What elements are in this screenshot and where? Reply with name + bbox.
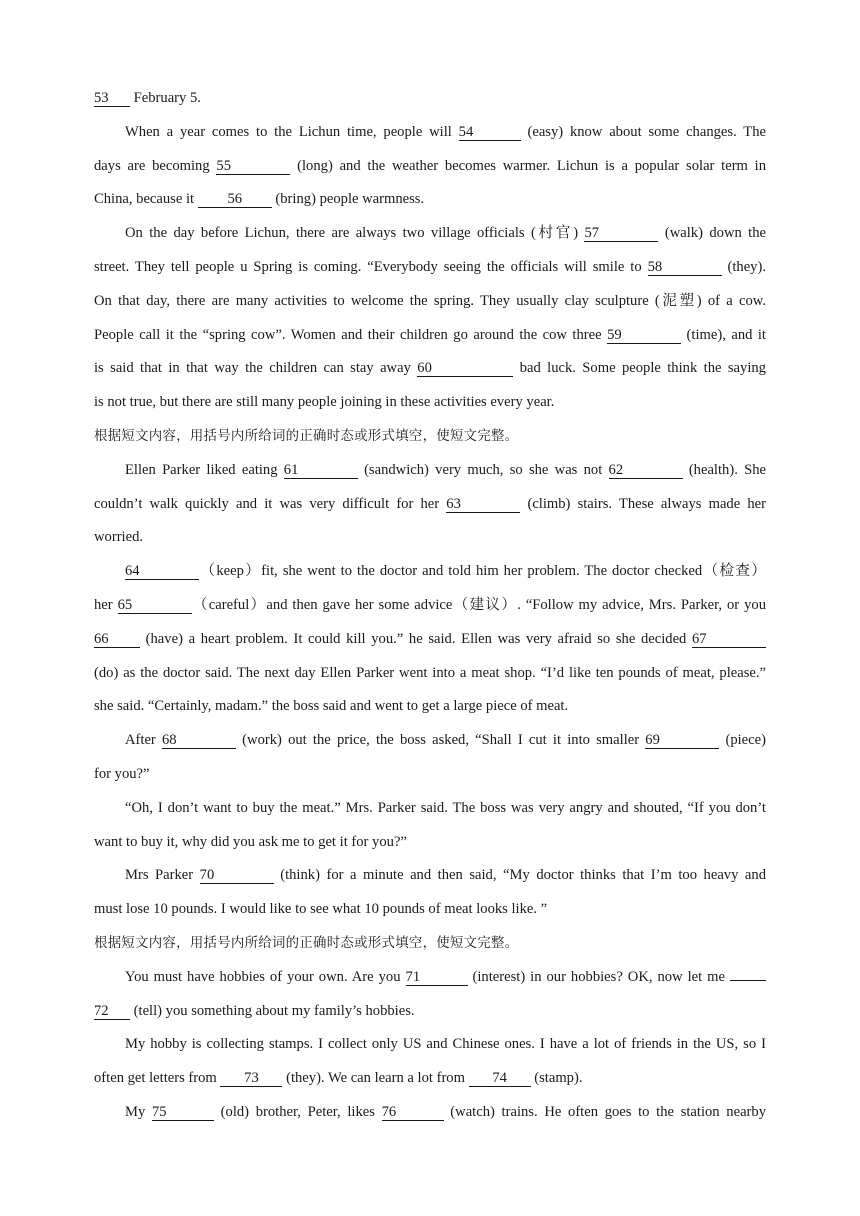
answer-blank[interactable]: 63 — [446, 496, 520, 513]
answer-blank[interactable]: 72 — [94, 1003, 130, 1020]
text-line — [94, 521, 766, 555]
answer-blank[interactable]: 76 — [382, 1104, 444, 1121]
text-line — [94, 690, 766, 724]
text-line — [94, 285, 766, 319]
text-run: street. They tell people u Spring is coming. “Everybody seeing the officials will smile to — [94, 258, 648, 275]
text-run: （keep）fit, she went to the doctor and told him her problem. The doctor checked（检查） — [199, 563, 766, 580]
instruction-line — [94, 420, 766, 454]
answer-blank[interactable]: 62 — [609, 462, 683, 479]
answer-blank[interactable]: 71 — [406, 969, 468, 986]
text-line — [94, 82, 766, 116]
text-run: is not true, but there are still many people joining in these activities every year. — [94, 394, 555, 411]
answer-blank[interactable]: 67 — [692, 631, 766, 648]
text-line — [94, 826, 766, 860]
text-run: （careful）and then gave her some advice（建议）. “Follow my advice, Mrs. Parker, or you — [191, 596, 766, 613]
text-line — [94, 859, 766, 893]
text-line — [94, 217, 766, 251]
text-run: You must have hobbies of your own. Are you — [125, 968, 406, 985]
text-run: China, because it — [94, 191, 198, 208]
text-line — [94, 589, 766, 623]
text-run: My hobby is collecting stamps. I collect only US and Chinese ones. I have a lot of friends in the US, so I — [125, 1036, 766, 1053]
text-run: After — [125, 732, 162, 749]
text-line — [94, 1062, 766, 1096]
text-line — [94, 488, 766, 522]
answer-blank[interactable]: 74 — [469, 1070, 531, 1087]
text-run: is said that in that way the children can stay away — [94, 360, 418, 377]
text-line — [94, 792, 766, 826]
text-line — [94, 758, 766, 792]
text-run: On that day, there are many activities to welcome the spring. They usually clay sculpture (泥塑) of a cow. — [94, 292, 767, 309]
text-run: (sandwich) very much, so she was not — [357, 461, 609, 478]
text-line — [94, 893, 766, 927]
text-run: Ellen Parker liked eating — [125, 461, 284, 478]
answer-blank[interactable]: 58 — [648, 259, 722, 276]
text-run: often get letters from — [94, 1070, 221, 1087]
text-line — [94, 657, 766, 691]
text-run: When a year comes to the Lichun time, people will — [125, 123, 459, 140]
answer-blank[interactable]: 60 — [417, 360, 513, 377]
text-line — [94, 961, 766, 995]
text-line — [94, 386, 766, 420]
answer-blank[interactable]: 68 — [162, 732, 236, 749]
answer-blank[interactable]: 54 — [459, 124, 521, 141]
text-line — [94, 1028, 766, 1062]
text-run: must lose 10 pounds. I would like to see what 10 pounds of meat looks like. ” — [94, 901, 548, 918]
text-line — [94, 555, 766, 589]
text-run: (interest) in our hobbies? OK, now let me — [467, 968, 730, 985]
answer-blank[interactable]: 61 — [284, 462, 358, 479]
answer-blank[interactable] — [730, 980, 766, 981]
text-run: she said. “Certainly, madam.” the boss said and went to get a large piece of meat. — [94, 698, 569, 715]
text-line — [94, 116, 766, 150]
text-run: her — [94, 596, 118, 613]
text-line — [94, 623, 766, 657]
answer-blank[interactable]: 59 — [607, 327, 681, 344]
text-run: On the day before Lichun, there are always two village officials (村官) — [125, 225, 585, 242]
text-run: (old) brother, Peter, likes — [213, 1103, 382, 1120]
text-run: for you?” — [94, 765, 150, 782]
answer-blank[interactable]: 65 — [118, 597, 192, 614]
text-run: (tell) you something about my family’s hobbies. — [130, 1002, 415, 1019]
text-line — [94, 1096, 766, 1130]
answer-blank[interactable]: 75 — [152, 1104, 214, 1121]
text-run: (bring) people warmness. — [271, 191, 425, 208]
text-run: People call it the “spring cow”. Women and their children go around the cow three — [94, 326, 608, 343]
text-run: (easy) know about some changes. The — [520, 123, 766, 140]
answer-blank[interactable]: 66 — [94, 631, 140, 648]
text-run: My — [125, 1103, 152, 1120]
text-run: (work) out the price, the boss asked, “Shall I cut it into smaller — [235, 732, 646, 749]
text-line — [94, 183, 766, 217]
text-run: Mrs Parker — [125, 867, 200, 884]
text-line — [94, 150, 766, 184]
text-run: (piece) — [719, 732, 766, 749]
text-line — [94, 995, 766, 1029]
text-run: days are becoming — [94, 157, 217, 174]
text-run: (they). — [721, 258, 766, 275]
answer-blank[interactable]: 70 — [200, 867, 274, 884]
text-run: couldn’t walk quickly and it was very difficult for her — [94, 495, 447, 512]
text-run: (do) as the doctor said. The next day Ellen Parker went into a meat shop. “I’d like ten pounds of meat, please.” — [94, 664, 766, 681]
document-page — [94, 82, 766, 1130]
text-run: (health). She — [682, 461, 766, 478]
answer-blank[interactable]: 55 — [216, 158, 290, 175]
text-run: February 5. — [130, 90, 201, 106]
instruction-line — [94, 927, 766, 961]
text-line — [94, 251, 766, 285]
text-line — [94, 352, 766, 386]
text-run: want to buy it, why did you ask me to get it for you?” — [94, 833, 407, 850]
text-line — [94, 724, 766, 758]
text-line — [94, 319, 766, 353]
text-run: (they). We can learn a lot from — [282, 1070, 469, 1087]
text-run: 根据短文内容，用括号内所给词的正确时态或形式填空，使短文完整。 — [94, 935, 519, 951]
text-run: bad luck. Some people think the saying — [513, 360, 766, 377]
answer-blank[interactable]: 64 — [125, 563, 199, 580]
text-run: (stamp). — [530, 1070, 583, 1087]
text-run: (walk) down the — [658, 225, 767, 242]
text-line — [94, 454, 766, 488]
answer-blank[interactable]: 69 — [645, 732, 719, 749]
answer-blank[interactable]: 57 — [584, 225, 658, 242]
text-run: (have) a heart problem. It could kill you.” he said. Ellen was very afraid so she decided — [140, 630, 692, 647]
answer-blank[interactable]: 53 — [94, 90, 130, 107]
text-run: “Oh, I don’t want to buy the meat.” Mrs. Parker said. The boss was very angry and shouted, “If you don’t — [125, 799, 766, 816]
text-run: (time), and it — [681, 326, 766, 343]
answer-blank[interactable]: 73 — [220, 1070, 282, 1087]
text-run: (think) for a minute and then said, “My doctor thinks that I’m too heavy and — [273, 867, 766, 884]
text-run: (climb) stairs. These always made her — [520, 495, 766, 512]
text-run: 根据短文内容，用括号内所给词的正确时态或形式填空，使短文完整。 — [94, 428, 519, 444]
text-run: (watch) trains. He often goes to the station nearby — [443, 1103, 766, 1120]
answer-blank[interactable]: 56 — [198, 191, 272, 208]
text-run: (long) and the weather becomes warmer. Lichun is a popular solar term in — [290, 157, 767, 174]
text-run: worried. — [94, 529, 144, 546]
